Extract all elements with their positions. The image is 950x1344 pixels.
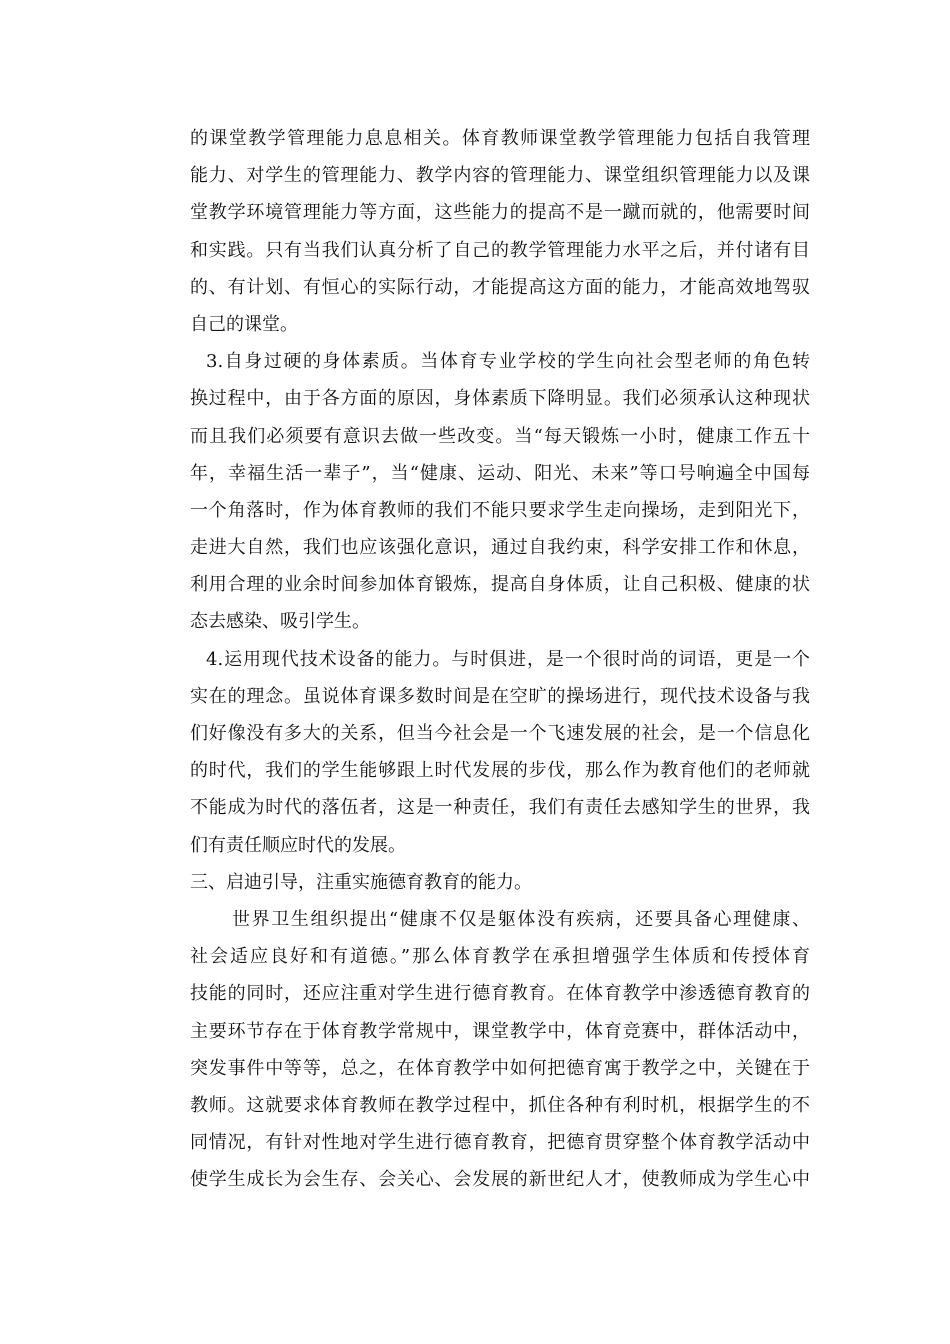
text-line: 换过程中，由于各方面的原因，身体素质下降明显。我们必须承认这种现状 (190, 388, 810, 410)
text-line: 使学生成长为会生存、会关心、会发展的新世纪人才，使教师成为学生心中 (190, 1169, 810, 1191)
text-line: 们有责任顺应时代的发展。 (190, 834, 406, 856)
body-text (190, 120, 810, 1198)
text-line: 3.自身过硬的身体素质。当体育专业学校的学生向社会型老师的角色转 (206, 351, 810, 373)
text-line: 一个角落时，作为体育教师的我们不能只要求学生走向操场，走到阳光下， (190, 499, 810, 521)
text-line: 走进大自然，我们也应该强化意识，通过自我约束，科学安排工作和休息， (190, 537, 810, 559)
text-line: 的课堂教学管理能力息息相关。体育教师课堂教学管理能力包括自我管理 (190, 128, 810, 149)
text-line: 能力、对学生的管理能力、教学内容的管理能力、课堂组织管理能力以及课 (190, 165, 810, 187)
text-line: 们好像没有多大的关系，但当今社会是一个飞速发展的社会，是一个信息化 (190, 723, 810, 744)
text-line: 年，幸福生活一辈子”，当“健康、运动、阳光、未来”等口号响遍全中国每 (190, 462, 810, 484)
text-line: 4.运用现代技术设备的能力。与时俱进，是一个很时尚的词语，更是一个 (206, 648, 810, 670)
text-line: 突发事件中等等，总之，在体育教学中如何把德育寓于教学之中，关键在于 (190, 1057, 810, 1079)
text-line: 堂教学环境管理能力等方面，这些能力的提高不是一蹴而就的，他需要时间 (190, 202, 810, 224)
text-line: 态去感染、吸引学生。 (190, 611, 370, 633)
text-line: 的、有计划、有恒心的实际行动，才能提高这方面的能力，才能高效地驾驭 (190, 276, 810, 298)
text-line: 社会适应良好和有道德。”那么体育教学在承担增强学生体质和传授体育 (190, 946, 810, 968)
text-line: 实在的理念。虽说体育课多数时间是在空旷的操场进行，现代技术设备与我 (190, 685, 810, 707)
text-line: 的时代，我们的学生能够跟上时代发展的步伐，那么作为教育他们的老师就 (190, 760, 810, 782)
text-line: 而且我们必须要有意识去做一些改变。当“每天锻炼一小时，健康工作五十 (190, 425, 810, 447)
text-line: 不能成为时代的落伍者，这是一种责任，我们有责任去感知学生的世界，我 (190, 797, 810, 819)
text-line: 技能的同时，还应注重对学生进行德育教育。在体育教学中渗透德育教育的 (190, 983, 810, 1005)
text-line: 自己的课堂。 (190, 313, 298, 335)
text-line: 世界卫生组织提出“健康不仅是躯体没有疾病，还要具备心理健康、 (232, 908, 810, 930)
text-line: 同情况，有针对性地对学生进行德育教育，把德育贯穿整个体育教学活动中 (190, 1132, 810, 1154)
text-line: 主要环节存在于体育教学常规中，课堂教学中，体育竞赛中，群体活动中， (190, 1020, 810, 1042)
text-line: 教师。这就要求体育教师在教学过程中，抓住各种有利时机，根据学生的不 (190, 1094, 810, 1116)
text-line: 利用合理的业余时间参加体育锻炼，提高自身体质，让自己积极、健康的状 (190, 574, 810, 596)
text-line: 和实践。只有当我们认真分析了自己的教学管理能力水平之后，并付诸有目 (190, 239, 810, 261)
text-line: 三、启迪引导，注重实施德育教育的能力。 (190, 871, 532, 893)
